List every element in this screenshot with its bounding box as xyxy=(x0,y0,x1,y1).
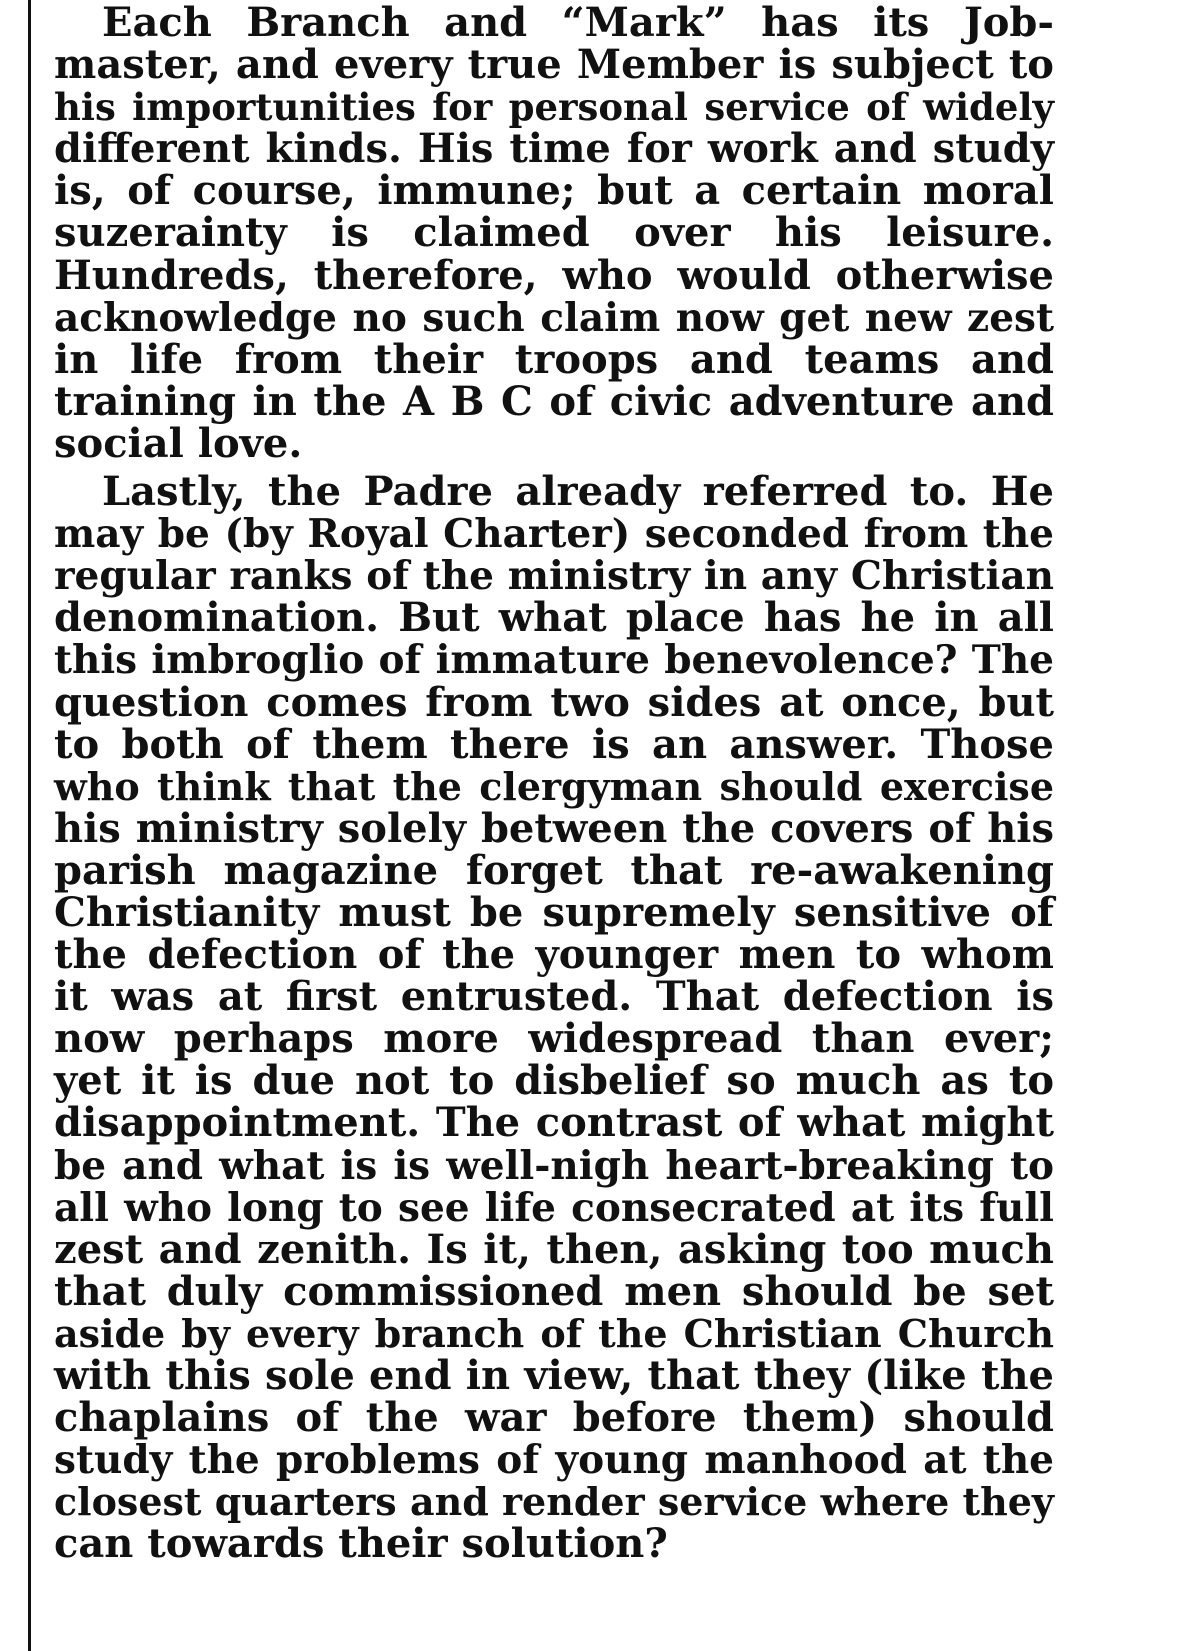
column-rule xyxy=(28,0,31,1651)
text-line: the defection of the younger men to whom xyxy=(54,931,1054,979)
text-line: closest quarters and render service where they xyxy=(54,1479,1054,1525)
text-line: his ministry solely between the covers of his xyxy=(54,804,1054,852)
text-line: denomination. But what place has he in all xyxy=(54,594,1054,642)
text-line: training in the A B C of civic adventure and xyxy=(54,377,1054,425)
text-line: be and what is is well-nigh heart-breaking to xyxy=(54,1142,1054,1189)
text-line: may be (by Royal Charter) seconded from the xyxy=(54,511,1054,558)
text-line: regular ranks of the ministry in any Christian xyxy=(54,553,1054,600)
article-text xyxy=(54,0,1054,1568)
text-line: study the problems of young manhood at the xyxy=(54,1437,1054,1484)
text-line: his importunities for personal service of widely xyxy=(54,85,1054,130)
text-line: disappointment. The contrast of what might xyxy=(54,1099,1054,1147)
text-line: aside by every branch of the Christian Church xyxy=(54,1310,1054,1356)
text-line: different kinds. His time for work and study xyxy=(54,125,1054,173)
text-line: Lastly, the Padre already referred to. He xyxy=(102,468,1054,516)
text-line: yet it is due not to disbelief so much as to xyxy=(54,1057,1054,1105)
text-line: question comes from two sides at once, but xyxy=(54,678,1054,726)
text-line: Hundreds, therefore, who would otherwise xyxy=(54,251,1054,299)
text-line: that duly commissioned men should be set xyxy=(54,1267,1054,1315)
text-line: who think that the clergyman should exercise xyxy=(54,763,1054,809)
paragraph-padre xyxy=(54,468,1054,1568)
text-line: social love. xyxy=(54,419,303,467)
text-line: zest and zenith. Is it, then, asking too much xyxy=(54,1225,1054,1273)
paragraph-jobmaster xyxy=(54,2,1054,465)
text-line: is, of course, immune; but a certain moral xyxy=(54,167,1054,215)
text-line: with this sole end in view, that they (like the xyxy=(54,1352,1054,1399)
text-line: suzerainty is claimed over his leisure. xyxy=(54,209,1054,257)
text-line: chaplains of the war before them) should xyxy=(54,1394,1054,1442)
text-line: acknowledge no such claim now get new zest xyxy=(54,294,1054,341)
text-line: Christianity must be supremely sensitive of xyxy=(54,888,1054,936)
text-line: all who long to see life consecrated at its full xyxy=(54,1184,1054,1231)
text-line: this imbroglio of immature benevolence? The xyxy=(54,637,1054,684)
text-line: Each Branch and “Mark” has its Job- xyxy=(102,0,1054,46)
text-line: can towards their solution? xyxy=(54,1520,668,1568)
text-line: it was at first entrusted. That defection is xyxy=(54,973,1054,1021)
text-line: to both of them there is an answer. Those xyxy=(54,720,1054,768)
text-line: parish magazine forget that re-awakening xyxy=(54,846,1054,894)
text-line: now perhaps more widespread than ever; xyxy=(54,1015,1054,1063)
text-line: in life from their troops and teams and xyxy=(54,335,1054,383)
text-line: master, and every true Member is subject to xyxy=(54,41,1054,89)
